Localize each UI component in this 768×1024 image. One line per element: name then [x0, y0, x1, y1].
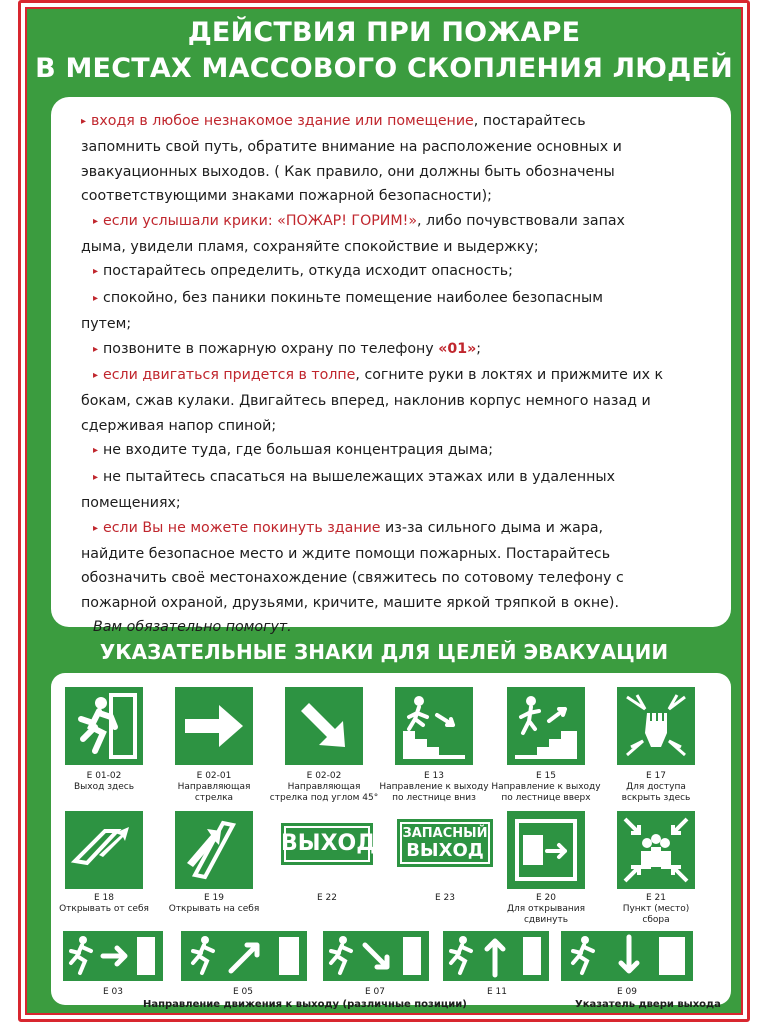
text: сдерживая напор спиной;: [81, 417, 277, 434]
highlight-text: если Вы не можете покинуть здание: [103, 519, 381, 536]
exit-direction-up-sign: [443, 931, 549, 981]
signs-panel: [51, 673, 731, 1010]
caption-e15: [489, 771, 603, 804]
break-to-access-sign: [617, 687, 695, 765]
exit-here-sign: [65, 687, 143, 765]
instruction-9: [81, 516, 711, 542]
sign-label: Направляющая: [177, 782, 251, 792]
text: соответствующими знаками пожарной безопасности);: [81, 188, 492, 205]
caption-e0202: [267, 771, 381, 804]
sign-label: по лестнице вниз: [392, 793, 476, 803]
instruction-7: [81, 438, 711, 464]
sign-label: Пункт (место): [622, 904, 690, 914]
sign-label: стрелка: [194, 793, 234, 803]
arrow-diagonal-sign: [285, 687, 363, 765]
sign-code: E 18: [94, 893, 114, 903]
exit-direction-up-right-sign: [181, 931, 307, 981]
highlight-text: если услышали крики: «ПОЖАР! ГОРИМ!»: [103, 212, 418, 229]
bullet-icon: ▸: [81, 116, 87, 127]
sign-code: E 13: [424, 771, 444, 781]
text: спокойно, без паники покиньте помещение наиболее безопасным: [103, 289, 603, 306]
title-line-2: В МЕСТАХ МАССОВОГО СКОПЛЕНИЯ ЛЮДЕЙ: [35, 53, 733, 84]
sign-code: E 02-02: [306, 771, 342, 781]
word-sign-border: [284, 826, 370, 862]
signs-title: УКАЗАТЕЛЬНЫЕ ЗНАКИ ДЛЯ ЦЕЛЕЙ ЭВАКУАЦИИ: [99, 640, 669, 664]
bullet-icon: ▸: [93, 522, 99, 534]
instruction-8-cont: [81, 491, 711, 515]
caption-e21: [607, 893, 705, 926]
sign-label: стрелка под углом 45°: [269, 793, 379, 803]
caption-e03: [91, 987, 135, 998]
sign-label: сбора: [642, 915, 670, 925]
text: позвоните в пожарную охрану по телефону: [103, 340, 439, 357]
instruction-4-cont: [81, 312, 711, 336]
instruction-6-cont: [81, 389, 711, 438]
text: найдите безопасное место и ждите помощи пожарных. Постарайтесь: [81, 545, 611, 562]
text: пожарной охраной, друзьями, кричите, машите яркой тряпкой в окне).: [81, 594, 619, 611]
sign-code: E 11: [487, 987, 507, 997]
sign-code: E 20: [536, 893, 556, 903]
caption-e22: [287, 893, 367, 904]
exit-door-indicator-sign: [561, 931, 693, 981]
instruction-4: [81, 286, 711, 312]
instruction-2-cont: [81, 235, 711, 259]
stairs-up-sign: [507, 687, 585, 765]
sign-code: E 07: [365, 987, 385, 997]
caption-e20: [497, 893, 595, 926]
closing-text: Вам обязательно помогут.: [93, 619, 292, 636]
sign-label: Направление к выходу: [379, 782, 489, 792]
text: , постарайтесь: [473, 113, 586, 129]
poster-inner: [25, 7, 743, 1015]
exit-word-sign: [281, 823, 376, 865]
instruction-6: [81, 363, 711, 389]
instruction-2: [81, 209, 711, 235]
sign-code: E 02-01: [196, 771, 232, 781]
sign-label: Направление к выходу: [491, 782, 601, 792]
sign-label: Открывать от себя: [59, 904, 149, 914]
caption-e09: [605, 987, 649, 998]
text: , согните руки в локтях и прижмите их к: [355, 367, 664, 384]
exit-word: ВЫХОД: [406, 840, 484, 861]
bottom-caption: Направление движения к выходу (различные позиции): [143, 999, 467, 1010]
text: бокам, сжав кулаки. Двигайтесь вперед, наклонив корпус немного назад и: [81, 393, 651, 410]
sign-code: E 22: [317, 893, 337, 903]
caption-e09-label: Указатель двери выхода: [575, 999, 721, 1010]
highlight-text: если двигаться придется в толпе: [103, 367, 356, 384]
text: не входите туда, где большая концентрация дыма;: [103, 442, 494, 459]
title-line-1: ДЕЙСТВИЯ ПРИ ПОЖАРЕ: [187, 17, 581, 48]
sign-label: сдвинуть: [523, 915, 569, 925]
text: , либо почувствовали запах: [417, 212, 625, 229]
bullet-icon: ▸: [93, 266, 99, 278]
text: не пытайтесь спасаться на вышележащих этажах или в удаленных: [103, 468, 615, 485]
instruction-3: [81, 259, 711, 285]
stairs-up-icon: [507, 687, 585, 765]
bullet-icon: ▸: [93, 215, 99, 227]
caption-e0102: [55, 771, 153, 793]
stairs-down-sign: [395, 687, 473, 765]
text: дыма, увидели пламя, сохраняйте спокойствие и выдержку;: [81, 239, 539, 256]
sign-label: вскрыть здесь: [621, 793, 691, 803]
assembly-point-sign: [617, 811, 695, 889]
push-door-sign: [65, 811, 143, 889]
arrow-right-icon: [175, 687, 253, 765]
run-right-arrow-icon: [63, 931, 163, 981]
text: помещениях;: [81, 495, 181, 512]
text: эвакуационных выходов. ( Как правило, они должны быть обозначены: [81, 163, 615, 180]
pull-door-sign: [175, 811, 253, 889]
sign-code: E 17: [646, 771, 666, 781]
bullet-icon: ▸: [93, 471, 99, 483]
phone-number: «01»: [438, 340, 477, 357]
arrow-diagonal-icon: [285, 687, 363, 765]
run-down-arrow-door-icon: [561, 931, 693, 981]
caption-e13: [377, 771, 491, 804]
sign-code: E 03: [103, 987, 123, 997]
run-down-right-arrow-icon: [323, 931, 429, 981]
poster: [18, 0, 750, 1022]
text: путем;: [81, 316, 132, 333]
sign-label: Открывать на себя: [168, 904, 260, 914]
bullet-icon: ▸: [93, 343, 99, 355]
people-gathering-icon: [617, 811, 695, 889]
sign-code: E 05: [233, 987, 253, 997]
emergency-exit-sign: [397, 819, 493, 867]
running-man-door-icon: [65, 687, 143, 765]
exit-direction-down-right-sign: [323, 931, 429, 981]
caption-e19: [161, 893, 267, 915]
bullet-icon: ▸: [93, 370, 99, 382]
slide-to-open-sign: [507, 811, 585, 889]
caption-e05: [221, 987, 265, 998]
highlight-text: входя в любое незнакомое здание или помещение: [91, 113, 474, 129]
text: постарайтесь определить, откуда исходит опасность;: [103, 263, 513, 280]
caption-e0201: [165, 771, 263, 804]
sign-code: E 23: [435, 893, 455, 903]
poster-title: [27, 15, 741, 95]
hand-break-glass-icon: [617, 687, 695, 765]
door-push-icon: [65, 811, 143, 889]
sign-label: Выход здесь: [74, 782, 134, 792]
sign-code: E 21: [646, 893, 666, 903]
instructions-panel: [51, 97, 731, 636]
text: обозначить своё местонахождение (свяжитесь по сотовому телефону с: [81, 570, 624, 587]
exit-direction-right-sign: [63, 931, 163, 981]
bullet-icon: ▸: [93, 292, 99, 304]
text: ;: [476, 340, 482, 357]
caption-e07: [353, 987, 397, 998]
sign-code: E 15: [536, 771, 556, 781]
word-sign-border: [400, 822, 490, 864]
sign-code: E 01-02: [86, 771, 122, 781]
instruction-9-cont: [81, 542, 711, 615]
sign-label: Для открывания: [506, 904, 586, 914]
sign-label: по лестнице вверх: [501, 793, 591, 803]
caption-e23: [405, 893, 485, 904]
sign-label: Направляющая: [287, 782, 361, 792]
caption-e18: [51, 893, 157, 915]
caption-e17: [607, 771, 705, 804]
arrow-right-sign: [175, 687, 253, 765]
text: из-за сильного дыма и жара,: [380, 519, 604, 536]
instruction-8: [81, 465, 711, 491]
sign-code: E 19: [204, 893, 224, 903]
run-up-right-arrow-icon: [181, 931, 307, 981]
emergency-word: ЗАПАСНЫЙ: [402, 826, 488, 841]
sign-label: Для доступа: [626, 782, 686, 792]
door-pull-icon: [175, 811, 253, 889]
caption-e11: [475, 987, 519, 998]
instruction-5: [81, 337, 711, 363]
exit-word: ВЫХОД: [281, 831, 376, 856]
bullet-icon: ▸: [93, 445, 99, 457]
sign-code: E 09: [617, 987, 637, 997]
stairs-down-icon: [395, 687, 473, 765]
text: запомнить свой путь, обратите внимание на расположение основных и: [81, 139, 622, 156]
instruction-1: [81, 109, 711, 209]
sliding-door-icon: [507, 811, 585, 889]
run-up-arrow-icon: [443, 931, 549, 981]
